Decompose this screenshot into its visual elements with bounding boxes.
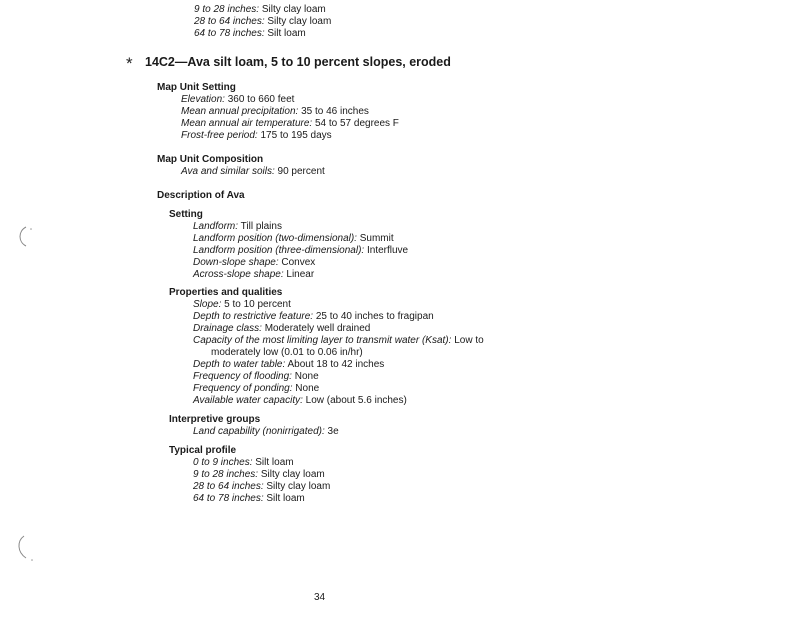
property-item: Drainage class: Moderately well drained	[193, 323, 371, 334]
top-profile-line: 28 to 64 inches: Silty clay loam	[194, 16, 332, 27]
property-item-continuation: moderately low (0.01 to 0.06 in/hr)	[211, 347, 363, 358]
scan-margin-mark	[14, 534, 34, 562]
asterisk-mark: *	[126, 54, 133, 73]
property-item: Slope: 5 to 10 percent	[193, 299, 291, 310]
composition-item: Ava and similar soils: 90 percent	[181, 166, 325, 177]
landform-item: Landform: Till plains	[193, 221, 282, 232]
top-profile-line: 64 to 78 inches: Silt loam	[194, 28, 306, 39]
landform-item: Down-slope shape: Convex	[193, 257, 316, 268]
properties-heading: Properties and qualities	[169, 287, 283, 298]
setting-item: Mean annual air temperature: 54 to 57 degrees F	[181, 118, 399, 129]
property-item: Frequency of ponding: None	[193, 383, 320, 394]
map-unit-title: 14C2—Ava silt loam, 5 to 10 percent slopes, eroded	[145, 55, 451, 69]
landform-item: Across-slope shape: Linear	[193, 269, 315, 280]
typical-profile-heading: Typical profile	[169, 445, 237, 456]
setting-heading: Setting	[169, 209, 203, 220]
map-unit-composition-heading: Map Unit Composition	[157, 154, 264, 165]
setting-item: Elevation: 360 to 660 feet	[181, 94, 295, 105]
landform-item: Landform position (two-dimensional): Summit	[193, 233, 394, 244]
page-number: 34	[314, 592, 326, 603]
setting-item: Mean annual precipitation: 35 to 46 inches	[181, 106, 369, 117]
profile-layer: 9 to 28 inches: Silty clay loam	[193, 469, 325, 480]
property-item: Available water capacity: Low (about 5.6 inches)	[193, 395, 407, 406]
setting-item: Frost-free period: 175 to 195 days	[181, 130, 332, 141]
profile-layer: 64 to 78 inches: Silt loam	[193, 493, 305, 504]
interpretive-item: Land capability (nonirrigated): 3e	[193, 426, 339, 437]
profile-layer: 0 to 9 inches: Silt loam	[193, 457, 294, 468]
map-unit-setting-heading: Map Unit Setting	[157, 82, 236, 93]
top-profile-line: 9 to 28 inches: Silty clay loam	[194, 4, 326, 15]
scan-margin-mark	[14, 224, 34, 250]
property-item: Capacity of the most limiting layer to transmit water (Ksat): Low to	[193, 335, 484, 346]
interpretive-heading: Interpretive groups	[169, 414, 261, 425]
profile-layer: 28 to 64 inches: Silty clay loam	[193, 481, 331, 492]
landform-item: Landform position (three-dimensional): Interfluve	[193, 245, 409, 256]
description-heading: Description of Ava	[157, 190, 245, 201]
property-item: Frequency of flooding: None	[193, 371, 319, 382]
property-item: Depth to restrictive feature: 25 to 40 inches to fragipan	[193, 311, 434, 322]
property-item: Depth to water table: About 18 to 42 inches	[193, 359, 385, 370]
